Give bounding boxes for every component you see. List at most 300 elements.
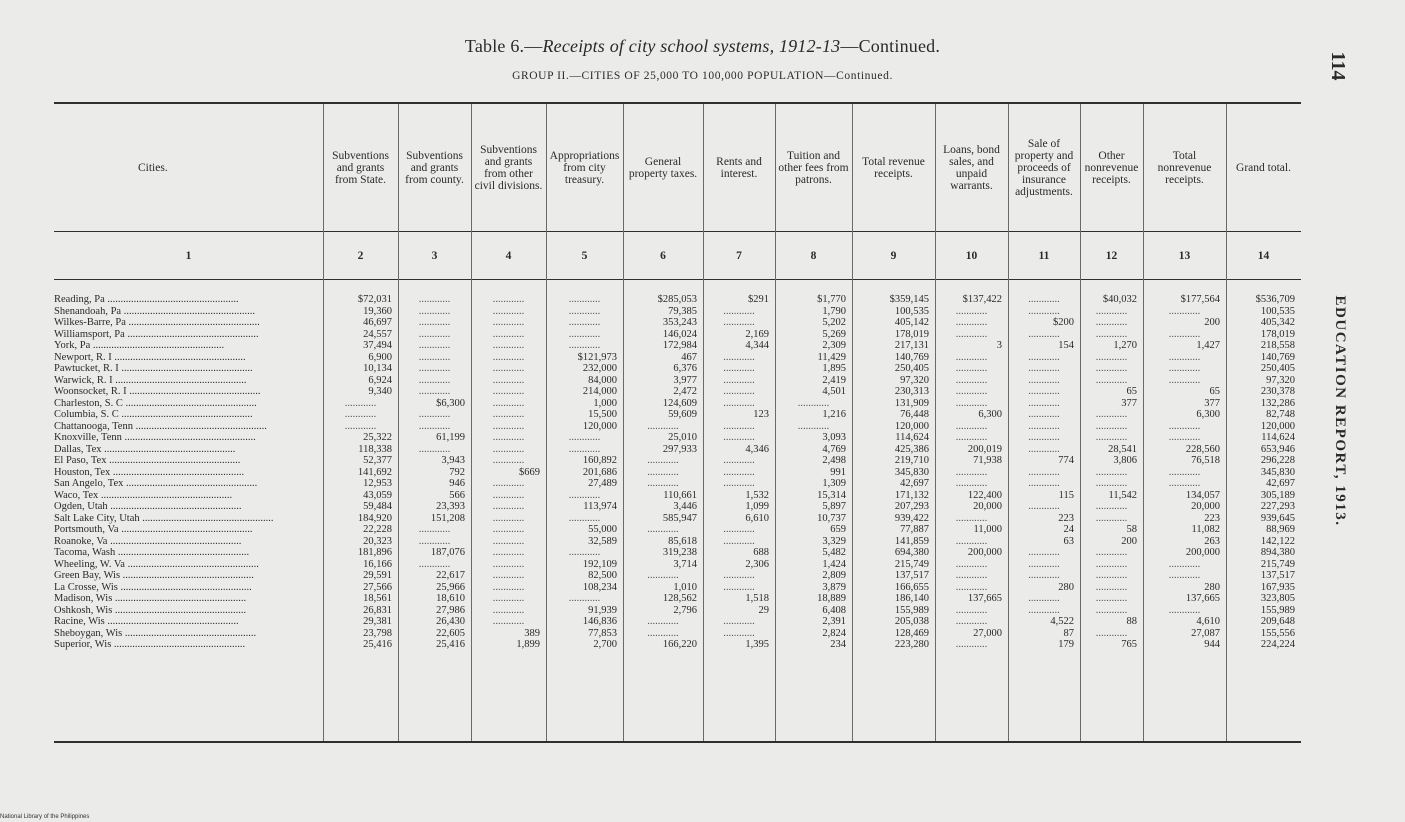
table-title-prefix: Table 6.— <box>464 36 543 56</box>
table-cell: ............ <box>1028 351 1060 363</box>
table-row <box>0 455 1300 467</box>
table-cell: 5,482 <box>822 547 846 558</box>
table-cell: 166,655 <box>894 581 929 593</box>
column-header-8: Tuition and other fees from patrons. <box>778 150 849 186</box>
table-cell: 205,038 <box>894 616 929 627</box>
table-row <box>0 616 1300 628</box>
table-cell: 154 <box>1058 340 1074 351</box>
table-cell: ............ <box>955 386 988 397</box>
table-cell: 405,142 <box>894 317 929 328</box>
table-cell: 3 <box>996 340 1002 351</box>
table-cell: ............ <box>647 616 679 627</box>
city-name: Madison, Wis .................................................. <box>54 593 247 604</box>
table-row <box>0 421 1300 433</box>
table-cell: 305,189 <box>1260 489 1295 501</box>
city-name: Sheboygan, Wis .................................................. <box>54 627 257 639</box>
table-cell: ............ <box>1095 593 1128 604</box>
table-cell: 694,380 <box>894 547 929 558</box>
table-cell: ............ <box>418 386 451 397</box>
table-cell: 25,416 <box>436 639 465 650</box>
column-number-13: 13 <box>1178 250 1191 262</box>
table-cell: 377 <box>1121 397 1137 409</box>
colnum-rule <box>54 279 1301 280</box>
table-cell: 4,610 <box>1196 616 1220 627</box>
table-cell: 22,605 <box>436 627 465 639</box>
table-cell: 32,589 <box>588 535 617 547</box>
table-cell: 137,517 <box>1260 570 1295 581</box>
table-cell: ............ <box>568 317 601 328</box>
table-cell: 765 <box>1121 639 1137 650</box>
table-cell: ............ <box>492 397 525 409</box>
table-cell: ............ <box>723 386 755 397</box>
table-cell: 171,132 <box>894 489 929 501</box>
table-cell: 323,805 <box>1260 593 1295 604</box>
table-cell: 15,314 <box>817 489 846 501</box>
table-cell: 187,076 <box>430 547 465 558</box>
column-header-4: Subventions and grants from other civil divisions. <box>474 144 543 192</box>
city-name: La Crosse, Wis .................................................. <box>54 581 252 593</box>
table-cell: 85,618 <box>668 535 697 547</box>
table-cell: 3,806 <box>1113 455 1137 466</box>
table-cell: 296,228 <box>1260 455 1295 466</box>
table-cell: 18,889 <box>817 593 846 604</box>
table-cell: ............ <box>492 489 525 501</box>
city-name: San Angelo, Tex .................................................. <box>54 478 258 489</box>
table-cell: 65 <box>1126 386 1137 397</box>
column-header-13: Total nonrevenue receipts. <box>1157 150 1212 186</box>
table-cell: ............ <box>492 432 525 443</box>
table-cell: 215,749 <box>894 558 929 570</box>
table-cell: 141,859 <box>894 535 929 547</box>
table-cell: ............ <box>1095 501 1128 512</box>
table-cell: ............ <box>1095 328 1128 340</box>
table-cell: 425,386 <box>894 443 929 455</box>
table-cell: 224,224 <box>1260 639 1295 650</box>
table-cell: 2,796 <box>673 604 697 616</box>
table-cell: 120,000 <box>582 420 617 432</box>
table-cell: 566 <box>449 489 465 501</box>
table-subtitle: GROUP II.—CITIES OF 25,000 TO 100,000 POPULATION—Continued. <box>512 70 893 82</box>
table-cell: ............ <box>418 535 451 547</box>
table-cell: 946 <box>449 478 465 489</box>
table-cell: 59,484 <box>363 501 392 512</box>
city-name: El Paso, Tex .................................................. <box>54 455 241 466</box>
table-cell: ............ <box>492 328 525 340</box>
table-cell: ............ <box>1028 374 1060 386</box>
table-cell: 58 <box>1126 524 1137 535</box>
column-number-12: 12 <box>1105 250 1118 262</box>
table-cell: 11,000 <box>973 524 1002 535</box>
table-row <box>0 294 1300 306</box>
table-cell: 79,385 <box>668 305 697 317</box>
table-cell: 3,879 <box>822 581 846 593</box>
table-cell: 42,697 <box>1266 478 1295 489</box>
table-cell: ............ <box>647 466 679 478</box>
table-cell: ............ <box>568 489 601 501</box>
table-cell: $285,053 <box>657 294 697 305</box>
table-cell: 1,395 <box>745 639 769 650</box>
table-cell: 22,617 <box>436 570 465 581</box>
table-cell: ............ <box>492 512 525 524</box>
table-cell: 26,430 <box>436 616 465 627</box>
column-number-11: 11 <box>1038 250 1050 262</box>
table-cell: ............ <box>492 317 525 328</box>
table-row <box>0 524 1300 536</box>
table-cell: ............ <box>1168 570 1201 581</box>
table-cell: ............ <box>492 524 525 535</box>
table-row <box>0 478 1300 490</box>
table-cell: 297,933 <box>662 443 697 455</box>
city-name: Waco, Tex .................................................. <box>54 489 233 501</box>
table-row <box>0 386 1300 398</box>
table-cell: $291 <box>748 294 769 305</box>
table-cell: 97,320 <box>1266 374 1295 386</box>
table-cell: 263 <box>1204 535 1220 547</box>
table-cell: ............ <box>568 547 601 558</box>
table-cell: 63 <box>1063 535 1074 547</box>
table-cell: 25,322 <box>363 432 392 443</box>
table-cell: 1,518 <box>745 593 769 604</box>
table-cell: ............ <box>492 558 525 570</box>
table-cell: 2,391 <box>822 616 846 627</box>
table-cell: 155,989 <box>1260 604 1295 616</box>
table-cell: ............ <box>1028 501 1060 512</box>
table-cell: 3,977 <box>673 374 697 386</box>
table-cell: $72,031 <box>357 294 392 305</box>
table-cell: 214,000 <box>582 386 617 397</box>
table-cell: 3,329 <box>822 535 846 547</box>
table-cell: 1,532 <box>745 489 769 501</box>
table-cell: 179 <box>1058 639 1074 650</box>
table-cell: 319,238 <box>662 547 697 558</box>
table-cell: 10,134 <box>363 363 392 374</box>
table-cell: 118,338 <box>358 443 392 455</box>
table-cell: ............ <box>492 535 525 547</box>
table-cell: ............ <box>955 558 988 570</box>
table-cell: 140,769 <box>894 351 929 363</box>
table-cell: ............ <box>955 570 988 581</box>
page-number: 114 <box>1327 51 1350 81</box>
table-cell: 11,429 <box>817 351 846 363</box>
table-cell: ............ <box>418 374 451 386</box>
table-cell: ............ <box>1168 374 1201 386</box>
table-cell: $177,564 <box>1180 294 1220 305</box>
table-cell: ............ <box>492 305 525 317</box>
table-cell: 2,169 <box>745 328 769 340</box>
table-cell: ............ <box>568 593 601 604</box>
table-cell: ............ <box>1168 432 1201 443</box>
table-cell: ............ <box>418 420 451 432</box>
table-cell: 23,393 <box>436 501 465 512</box>
table-cell: 6,408 <box>822 604 846 616</box>
column-number-9: 9 <box>890 250 897 262</box>
table-cell: 4,346 <box>745 443 769 455</box>
table-cell: 218,558 <box>1260 340 1295 351</box>
city-name: Racine, Wis .................................................. <box>54 616 239 627</box>
table-cell: ............ <box>955 351 988 363</box>
table-cell: ............ <box>1028 432 1060 443</box>
table-cell: 37,494 <box>363 340 392 351</box>
table-cell: ............ <box>492 363 525 374</box>
table-cell: ............ <box>1028 570 1060 581</box>
table-cell: ............ <box>418 305 451 317</box>
table-cell: 207,293 <box>894 501 929 512</box>
table-cell: ............ <box>492 409 525 420</box>
table-cell: ............ <box>723 374 755 386</box>
table-cell: ............ <box>1095 420 1128 432</box>
table-cell: 230,313 <box>894 386 929 397</box>
table-cell: 181,896 <box>357 547 392 558</box>
table-cell: 1,424 <box>822 558 846 570</box>
table-cell: 77,853 <box>588 627 617 639</box>
table-cell: 2,498 <box>822 455 846 466</box>
table-cell: ............ <box>955 478 988 489</box>
table-row <box>0 432 1300 444</box>
table-cell: 232,000 <box>582 363 617 374</box>
table-cell: 178,019 <box>894 328 929 340</box>
table-cell: 88 <box>1126 616 1137 627</box>
table-row <box>0 340 1300 352</box>
table-cell: ............ <box>955 581 988 593</box>
table-cell: ............ <box>1028 478 1060 489</box>
table-cell: 23,798 <box>363 627 392 639</box>
city-name: Oshkosh, Wis .................................................. <box>54 604 247 616</box>
column-header-5: Appropriations from city treasury. <box>549 150 620 186</box>
column-header-11: Sale of property and proceeds of insurance adjustments. <box>1014 138 1074 198</box>
table-cell: 166,220 <box>662 639 697 650</box>
table-cell: $200 <box>1053 317 1074 328</box>
table-cell: ............ <box>723 616 755 627</box>
table-cell: ............ <box>568 340 601 351</box>
table-cell: 114,624 <box>895 432 929 443</box>
table-cell: 200,019 <box>967 443 1002 455</box>
table-cell: ............ <box>418 409 451 420</box>
table-cell: 155,989 <box>894 604 929 616</box>
table-cell: ............ <box>1028 558 1060 570</box>
table-cell: ............ <box>492 386 525 397</box>
table-cell: 184,920 <box>357 512 392 524</box>
city-name: Salt Lake City, Utah .................................................. <box>54 512 274 524</box>
table-row <box>0 409 1300 421</box>
table-cell: $669 <box>519 466 540 478</box>
table-cell: ............ <box>1168 363 1201 374</box>
table-cell: 4,344 <box>745 340 769 351</box>
table-cell: 82,748 <box>1266 409 1295 420</box>
table-cell: 345,830 <box>1260 466 1295 478</box>
column-header-10: Loans, bond sales, and unpaid warrants. <box>943 144 1000 192</box>
table-cell: 42,697 <box>900 478 929 489</box>
table-cell: 151,208 <box>430 512 465 524</box>
table-cell: 20,000 <box>1191 501 1220 512</box>
column-header-9: Total revenue receipts. <box>862 156 925 180</box>
table-cell: ............ <box>723 466 755 478</box>
table-cell: 939,422 <box>894 512 929 524</box>
table-cell: ............ <box>955 639 988 650</box>
table-cell: 141,692 <box>357 466 392 478</box>
table-cell: 20,000 <box>973 501 1002 512</box>
table-cell: 228,560 <box>1185 443 1220 455</box>
table-cell: ............ <box>647 455 679 466</box>
column-number-14: 14 <box>1257 250 1270 262</box>
table-cell: ............ <box>723 305 755 317</box>
table-cell: 29,381 <box>363 616 392 627</box>
table-cell: 146,024 <box>662 328 697 340</box>
table-cell: 46,697 <box>363 317 392 328</box>
column-number-5: 5 <box>581 250 588 262</box>
table-cell: 110,661 <box>663 489 697 501</box>
table-cell: ............ <box>568 294 601 305</box>
table-title <box>0 36 1405 57</box>
table-cell: 128,562 <box>662 593 697 604</box>
table-cell: ............ <box>723 455 755 466</box>
table-row <box>0 639 1300 651</box>
column-header-12: Other nonrevenue receipts. <box>1084 150 1139 186</box>
table-cell: 88,969 <box>1266 524 1295 535</box>
city-name: Columbia, S. C .................................................. <box>54 409 253 420</box>
table-cell: ............ <box>1095 558 1128 570</box>
table-cell: 389 <box>524 627 540 639</box>
table-cell: ............ <box>955 374 988 386</box>
city-name: Green Bay, Wis .................................................. <box>54 570 254 581</box>
table-cell: ............ <box>492 478 525 489</box>
table-cell: ............ <box>723 420 755 432</box>
table-cell: 1,427 <box>1196 340 1220 351</box>
table-cell: 122,400 <box>967 489 1002 501</box>
city-name: Wheeling, W. Va .................................................. <box>54 558 259 570</box>
table-row <box>0 306 1300 318</box>
table-cell: ............ <box>1095 604 1128 616</box>
table-cell: 137,517 <box>894 570 929 581</box>
bottom-rule <box>54 741 1301 743</box>
table-cell: ............ <box>568 328 601 340</box>
table-cell: 6,900 <box>368 351 392 363</box>
table-cell: 22,228 <box>363 524 392 535</box>
table-cell: $137,422 <box>962 294 1002 305</box>
table-cell: ............ <box>1168 305 1201 317</box>
table-cell: 114,624 <box>1261 432 1295 443</box>
city-name: Shenandoah, Pa .................................................. <box>54 305 255 317</box>
table-cell: 659 <box>830 524 846 535</box>
table-cell: 132,286 <box>1260 397 1295 409</box>
table-cell: ............ <box>797 397 830 409</box>
city-name: Chattanooga, Tenn .................................................. <box>54 420 267 432</box>
header-rule <box>54 231 1301 232</box>
table-row <box>0 398 1300 410</box>
table-cell: 91,939 <box>588 604 617 616</box>
table-cell: 4,501 <box>822 386 846 397</box>
table-cell: 219,710 <box>894 455 929 466</box>
table-cell: ............ <box>723 581 755 593</box>
table-cell: ............ <box>1168 466 1201 478</box>
table-cell: ............ <box>492 420 525 432</box>
table-cell: 27,566 <box>363 581 392 593</box>
table-cell: 59,609 <box>668 409 697 420</box>
table-cell: 2,309 <box>822 340 846 351</box>
table-cell: ............ <box>723 351 755 363</box>
table-cell: ............ <box>723 397 755 409</box>
table-cell: 82,500 <box>588 570 617 581</box>
table-cell: 28,541 <box>1108 443 1137 455</box>
table-cell: 227,293 <box>1260 501 1295 512</box>
table-cell: 27,000 <box>973 627 1002 639</box>
table-cell: 1,895 <box>822 363 846 374</box>
table-cell: $536,709 <box>1255 294 1295 305</box>
table-cell: 6,610 <box>745 512 769 524</box>
city-name: Reading, Pa .................................................. <box>54 294 239 305</box>
table-cell: ............ <box>344 409 377 420</box>
table-cell: ............ <box>1168 328 1201 340</box>
table-cell: ............ <box>955 616 988 627</box>
table-title-italic: Receipts of city school systems, 1912-13 <box>542 36 841 56</box>
table-cell: ............ <box>418 340 451 351</box>
table-cell: ............ <box>1028 363 1060 374</box>
table-cell: 61,199 <box>436 432 465 443</box>
column-number-2: 2 <box>357 250 364 262</box>
table-cell: ............ <box>1168 558 1201 570</box>
table-cell: ............ <box>418 558 451 570</box>
table-cell: ............ <box>568 305 601 317</box>
table-cell: 2,700 <box>593 639 617 650</box>
table-cell: ............ <box>568 512 601 524</box>
table-cell: 24 <box>1063 524 1074 535</box>
table-cell: 223 <box>1204 512 1220 524</box>
table-cell: ............ <box>647 478 679 489</box>
table-cell: ............ <box>344 397 377 409</box>
column-header-14: Grand total. <box>1236 162 1291 174</box>
table-cell: 131,909 <box>894 397 929 409</box>
table-cell: 792 <box>449 466 465 478</box>
table-cell: 5,897 <box>822 501 846 512</box>
city-name: Dallas, Tex .................................................. <box>54 443 236 455</box>
table-cell: 192,109 <box>582 558 617 570</box>
table-row <box>0 444 1300 456</box>
table-cell: 939,645 <box>1260 512 1295 524</box>
column-number-8: 8 <box>810 250 817 262</box>
table-cell: 120,000 <box>894 420 929 432</box>
table-cell: 209,648 <box>1260 616 1295 627</box>
table-cell: 3,093 <box>822 432 846 443</box>
table-cell: ............ <box>492 455 525 466</box>
table-row <box>0 559 1300 571</box>
table-cell: ............ <box>492 604 525 616</box>
table-cell: 3,714 <box>673 558 697 570</box>
table-cell: ............ <box>955 466 988 478</box>
column-number-7: 7 <box>736 250 742 262</box>
table-cell: 27,489 <box>588 478 617 489</box>
table-cell: 2,809 <box>822 570 846 581</box>
table-row <box>0 513 1300 525</box>
table-cell: 137,665 <box>967 593 1002 604</box>
table-cell: ............ <box>492 443 525 455</box>
table-cell: 52,377 <box>363 455 392 466</box>
table-cell: ............ <box>1028 466 1060 478</box>
table-cell: ............ <box>418 443 451 455</box>
table-row <box>0 570 1300 582</box>
table-cell: ............ <box>492 570 525 581</box>
table-cell: ............ <box>1168 420 1201 432</box>
table-cell: ............ <box>955 432 988 443</box>
table-cell: ............ <box>1028 443 1060 455</box>
table-cell: ............ <box>723 524 755 535</box>
table-cell: ............ <box>1028 305 1060 317</box>
table-cell: 4,769 <box>822 443 846 455</box>
table-cell: 223,280 <box>894 639 929 650</box>
table-cell: ............ <box>1168 351 1201 363</box>
table-cell: ............ <box>1095 374 1128 386</box>
city-name: Warwick, R. I .................................................. <box>54 374 247 386</box>
table-cell: ............ <box>647 570 679 581</box>
city-name: Newport, R. I .................................................. <box>54 351 246 363</box>
